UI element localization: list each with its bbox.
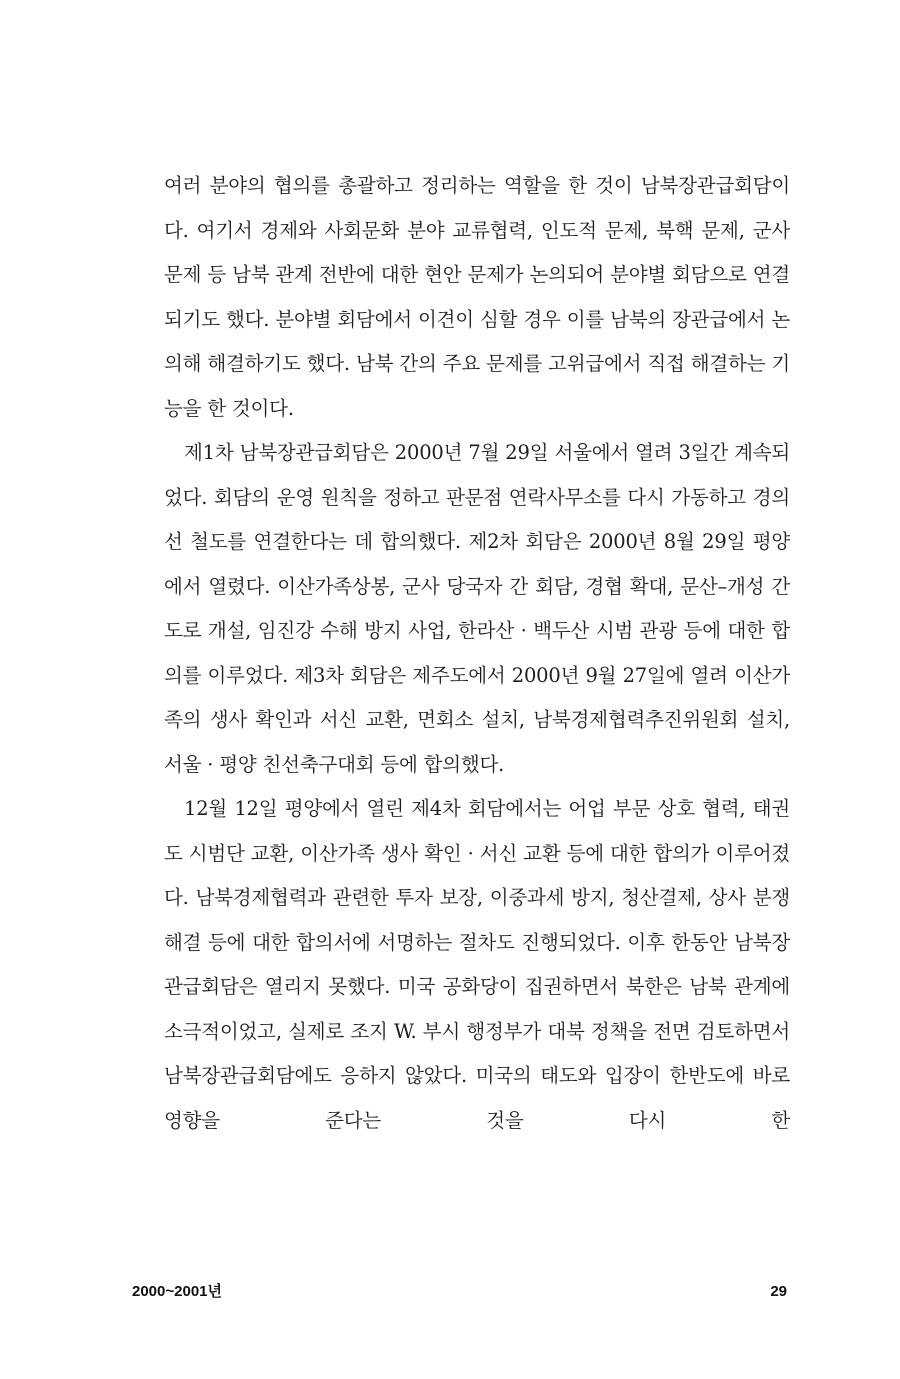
paragraph-1: 여러 분야의 협의를 총괄하고 정리하는 역할을 한 것이 남북장관급회담이다. 여기서 경제와 사회문화 분야 교류협력, 인도적 문제, 북핵 문제, 군사 문제 등 남북 관계 전반에 대한 현안 문제가 논의되어 분야별 회담으로 연결되기도 했다. 분야별 회담에서 이견이 심할 경우 이를 남북의 장관급에서 논의해 해결하기도 했다. 남북 간의 주요 문제를 고위급에서 직접 해결하는 기능을 한 것이다. [164,174,790,420]
running-footer-section: 2000~2001년 [132,1283,222,1300]
page-footer [132,1280,787,1301]
paragraph-2: 제1차 남북장관급회담은 2000년 7월 29일 서울에서 열려 3일간 계속되었다. 회담의 운영 원칙을 정하고 판문점 연락사무소를 다시 가동하고 경의선 철도를 연결한다는 데 합의했다. 제2차 회담은 2000년 8월 29일 평양에서 열렸다. 이산가족상봉, 군사 당국자 간 회담, 경협 확대, 문산–개성 간 도로 개설, 임진강 수해 방지 사업, 한라산 · 백두산 시범 관광 등에 대한 합의를 이루었다. 제3차 회담은 제주도에서 2000년 9월 27일에 열려 이산가족의 생사 확인과 서신 교환, 면회소 설치, 남북경제협력추진위원회 설치, 서울 · 평양 친선축구대회 등에 합의했다. [164,441,790,776]
page-number: 29 [770,1283,787,1300]
paragraph-3: 12월 12일 평양에서 열린 제4차 회담에서는 어업 부문 상호 협력, 태권도 시범단 교환, 이산가족 생사 확인 · 서신 교환 등에 대한 합의가 이루어졌다. 남북경제협력과 관련한 투자 보장, 이중과세 방지, 청산결제, 상사 분쟁 해결 등에 대한 합의서에 서명하는 절차도 진행되었다. 이후 한동안 남북장관급회담은 열리지 못했다. 미국 공화당이 집권하면서 북한은 남북 관계에 소극적이었고, 실제로 조지 W. 부시 행정부가 대북 정책을 전면 검토하면서 남북장관급회담에도 응하지 않았다. 미국의 태도와 입장이 한반도에 바로 영향을 준다는 것을 다시 한 [164,797,790,1132]
body-text [164,164,790,1143]
